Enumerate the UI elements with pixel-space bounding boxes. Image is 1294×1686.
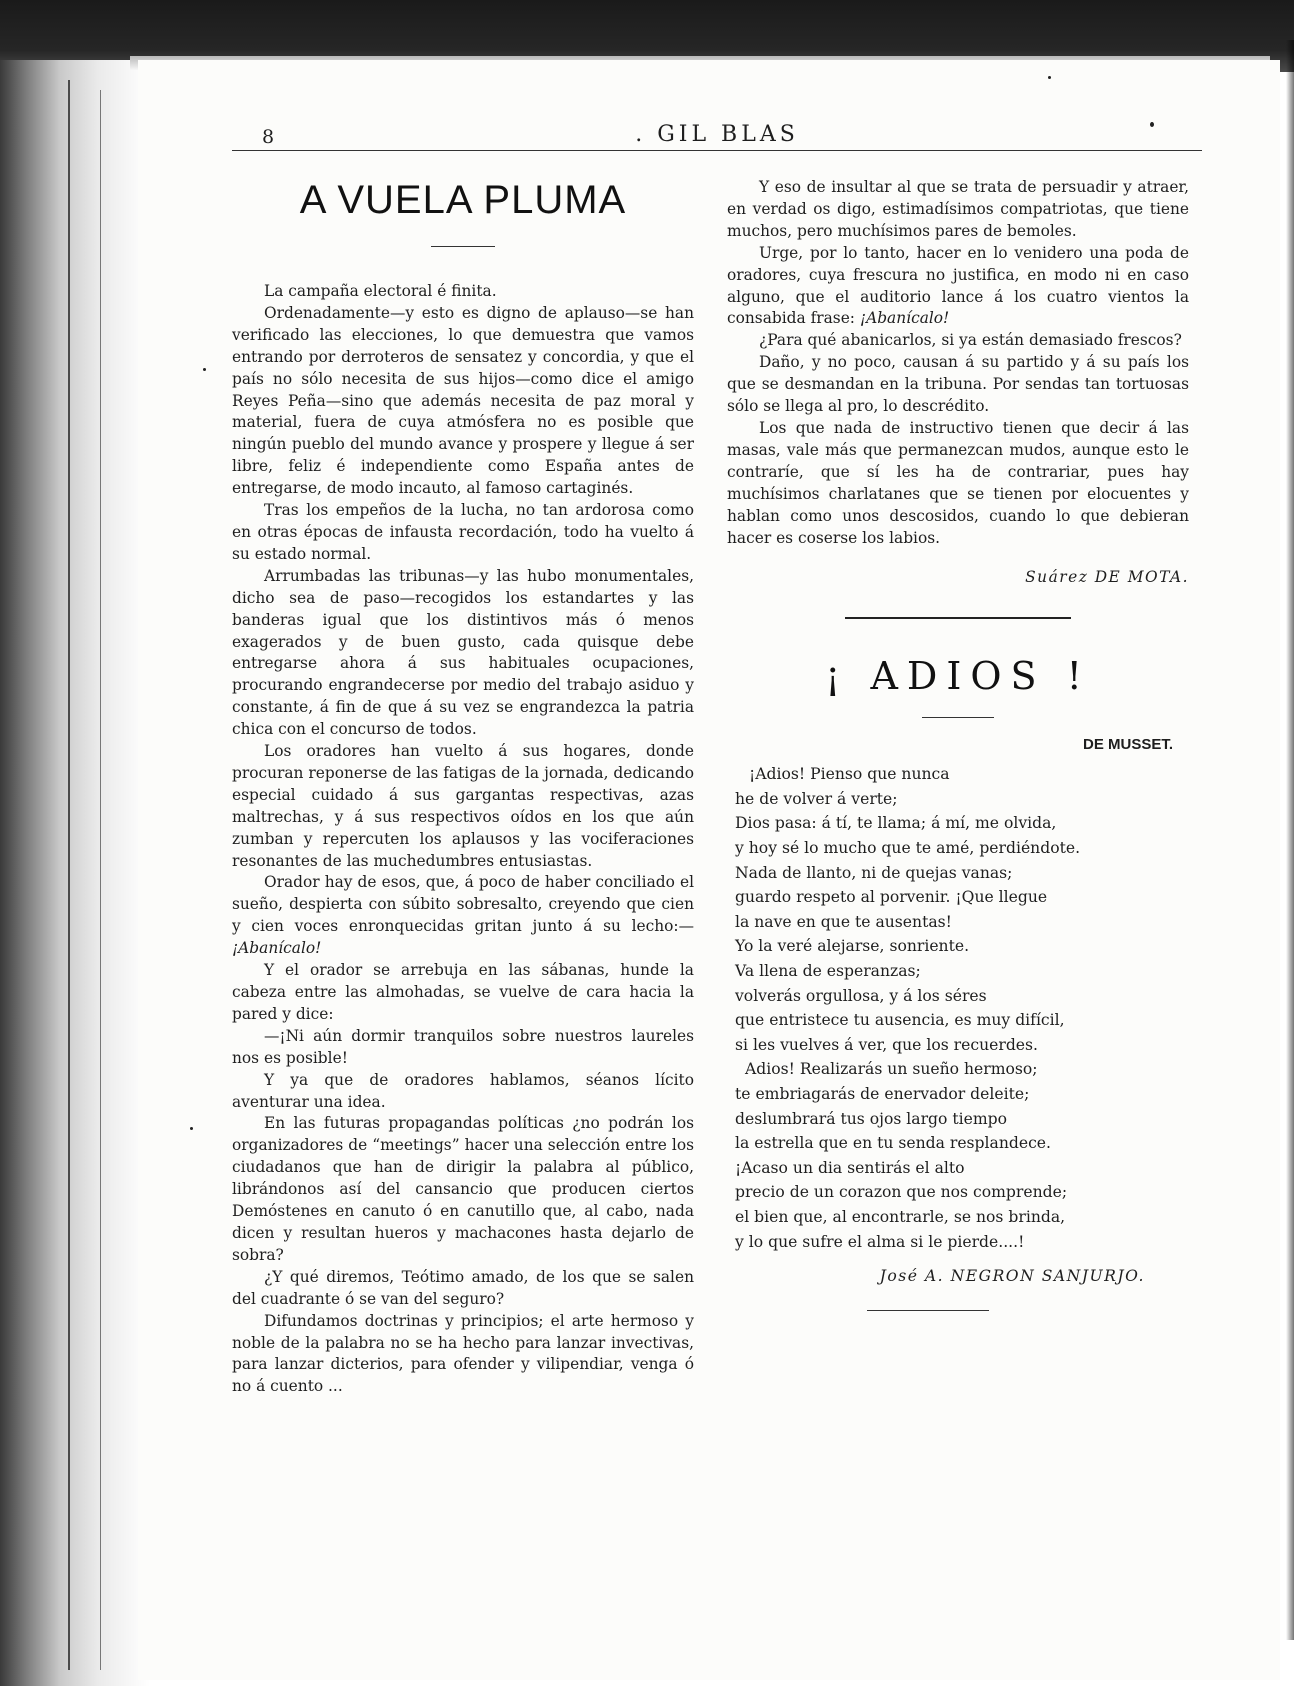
poem-line: y lo que sufre el alma si le pierde....! — [735, 1232, 1025, 1251]
page-number: 8 — [262, 126, 275, 148]
poem-title: ¡ ADIOS ! — [825, 654, 1091, 699]
section-divider — [845, 617, 1071, 619]
title-rule — [431, 246, 495, 247]
poem-line: deslumbrará tus ojos largo tiempo — [735, 1109, 1008, 1128]
article-paragraph: Y eso de insultar al que se trata de persuadir y atraer, en verdad os digo, estimadísimos compatriotas, que tiene muchos, pero muchísimos pares de bemoles. — [727, 178, 1189, 240]
poem-line: la nave en que te ausentas! — [735, 912, 952, 931]
article-paragraph: Arrumbadas las tribunas—y las hubo monumentales, dicho sea de paso—recogidos los estandartes y las banderas igual que los distintivos más ó menos exagerados y de buen gusto, cada quisque debe entregarse ahora á sus habituales ocupaciones, procurando engrandecerse por medio del trabajo asiduo y constante, á fin de que á su vez se engrandezca la patria chica con el concurso de todos. — [232, 566, 694, 739]
poem-line: el bien que, al encontrarle, se nos brinda, — [735, 1207, 1066, 1226]
abanicalo-exclamation: ¡Abanícalo! — [232, 939, 322, 958]
poem-line: te embriagarás de enervador deleite; — [735, 1084, 1030, 1103]
scan-right-shadow — [1286, 40, 1294, 1640]
book-binding-shadow — [0, 60, 150, 1686]
poem-line: guardo respeto al porvenir. ¡Que llegue — [735, 888, 1048, 907]
closing-rule — [867, 1310, 989, 1311]
running-title: . GIL BLAS — [635, 122, 799, 147]
ink-speck — [190, 1127, 193, 1130]
article-title: A VUELA PLUMA — [299, 178, 627, 222]
poem-line: si les vuelves á ver, que los recuerdes. — [735, 1035, 1038, 1054]
left-column — [232, 158, 694, 1398]
poem-line: volverás orgullosa, y á los séres — [735, 986, 987, 1005]
article-paragraph: La campaña electoral é finita. — [264, 282, 497, 300]
binding-edge-line — [100, 90, 101, 1670]
poem-line: que entristece tu ausencia, es muy difícil, — [735, 1011, 1065, 1030]
article-paragraph: Orador hay de esos, que, á poco de haber conciliado el sueño, despierta con súbito sobresalto, creyendo que cien y cien voces enronquecidas gritan junto á su lecho:—¡Abanícalo! — [232, 873, 694, 958]
article-paragraph: Daño, y no poco, causan á su partido y á su país los que se desmandan en la tribuna. Por sendas tan tortuosas sólo se llega al pro, lo descrédito. — [727, 353, 1189, 416]
article-paragraph: Difundamos doctrinas y principios; el arte hermoso y noble de la palabra no se ha hecho para lanzar invectivas, para lanzar dicterios, para ofender y vilipendiar, venga ó no á cuento ... — [232, 1311, 694, 1396]
article-paragraph: Ordenadamente—y esto es digno de aplauso—se han verificado las elecciones, lo que demuestra que vamos entrando por derroteros de sensatez y concordia, y que el país no sólo necesita de sus hijos—como dice el amigo Reyes Peña—sino que además necesita de paz moral y material, fuera de cuya atmósfera no es posible que ningún pueblo del mundo avance y prospere y llegue á ser libre, feliz é independiente como España antes de entregarse, de modo incauto, al famoso cartaginés. — [232, 303, 694, 498]
poem-line: he de volver á verte; — [735, 789, 898, 808]
poem-line: ¡Adios! Pienso que nunca — [749, 765, 950, 784]
abanicalo-exclamation: ¡Abanícalo! — [859, 309, 950, 328]
article-paragraph: Y ya que de oradores hablamos, séanos lícito aventurar una idea. — [232, 1070, 694, 1111]
poem-line: precio de un corazon que nos comprende; — [735, 1183, 1068, 1202]
article-paragraph: En las futuras propagandas políticas ¿no podrán los organizadores de “meetings” hacer una selección entre los ciudadanos que han de dirigir la palabra al público, librándonos así del cansancio que producen ciertos Demóstenes en canuto ó en canutillo que, al cabo, nada dicen y resultan hueros y machacones hasta dejarlo de sobra? — [232, 1114, 694, 1264]
poem-line: Yo la veré alejarse, sonriente. — [735, 937, 970, 956]
article-paragraph: Los que nada de instructivo tienen que decir á las masas, vale más que permanezcan mudos, aunque esto le contraríe, que sí les ha de contrariar, pues hay muchísimos charlatanes que se tienen por elocuentes y hablan como unos descosidos, cuando lo que debieran hacer es coserse los labios. — [727, 418, 1189, 547]
article-paragraph: Urge, por lo tanto, hacer en lo venidero una poda de oradores, cuya frescura no justifica, en modo ni en caso alguno, que el auditorio lance á los cuatro vientos la consabida frase: ¡Abanícalo! — [727, 243, 1189, 328]
ink-speck — [1048, 76, 1051, 79]
poem-line: Nada de llanto, ni de quejas vanas; — [735, 863, 1013, 882]
article-signature: Suárez DE MOTA. — [1025, 568, 1189, 587]
article-paragraph: Y el orador se arrebuja en las sábanas, hunde la cabeza entre las almohadas, se vuelve de cara hacia la pared y dice: — [232, 961, 694, 1023]
poem-line: y hoy sé lo mucho que te amé, perdiéndote. — [735, 839, 1081, 857]
poem-signature: José A. NEGRON SANJURJO. — [879, 1267, 1145, 1286]
right-column — [727, 177, 1189, 1311]
poem-line: Dios pasa: á tí, te llama; á mí, me olvida, — [735, 814, 1057, 833]
article-paragraph: —¡Ni aún dormir tranquilos sobre nuestros laureles nos es posible! — [232, 1026, 694, 1067]
binding-edge-line — [68, 80, 70, 1670]
poem-byline: DE MUSSET. — [1082, 736, 1173, 754]
poem-body — [727, 762, 1189, 1254]
poem-line: Adios! Realizarás un sueño hermoso; — [745, 1060, 1038, 1079]
ink-speck — [203, 368, 206, 371]
title-rule — [922, 717, 994, 718]
article-paragraph: Los oradores han vuelto á sus hogares, donde procuran reponerse de las fatigas de la jornada, dedicando especial cuidado á sus gargantas respectivas, azas maltrechas, y á sus respectivos oídos en los que aún zumban y repercuten los aplausos y las vociferaciones resonantes de las muchedumbres entusiastas. — [232, 742, 694, 870]
article-paragraph: Tras los empeños de la lucha, no tan ardorosa como en otras épocas de infausta recordación, todo ha vuelto á su estado normal. — [232, 501, 694, 563]
poem-line: la estrella que en tu senda resplandece. — [735, 1134, 1051, 1153]
poem-line: ¡Acaso un dia sentirás el alto — [735, 1158, 965, 1177]
page-header — [232, 122, 1202, 151]
article-paragraph: ¿Y qué diremos, Teótimo amado, de los que se salen del cuadrante ó se van del seguro? — [232, 1267, 694, 1308]
article-paragraph: ¿Para qué abanicarlos, si ya están demasiado frescos? — [759, 331, 1182, 350]
poem-line: Va llena de esperanzas; — [735, 961, 921, 980]
